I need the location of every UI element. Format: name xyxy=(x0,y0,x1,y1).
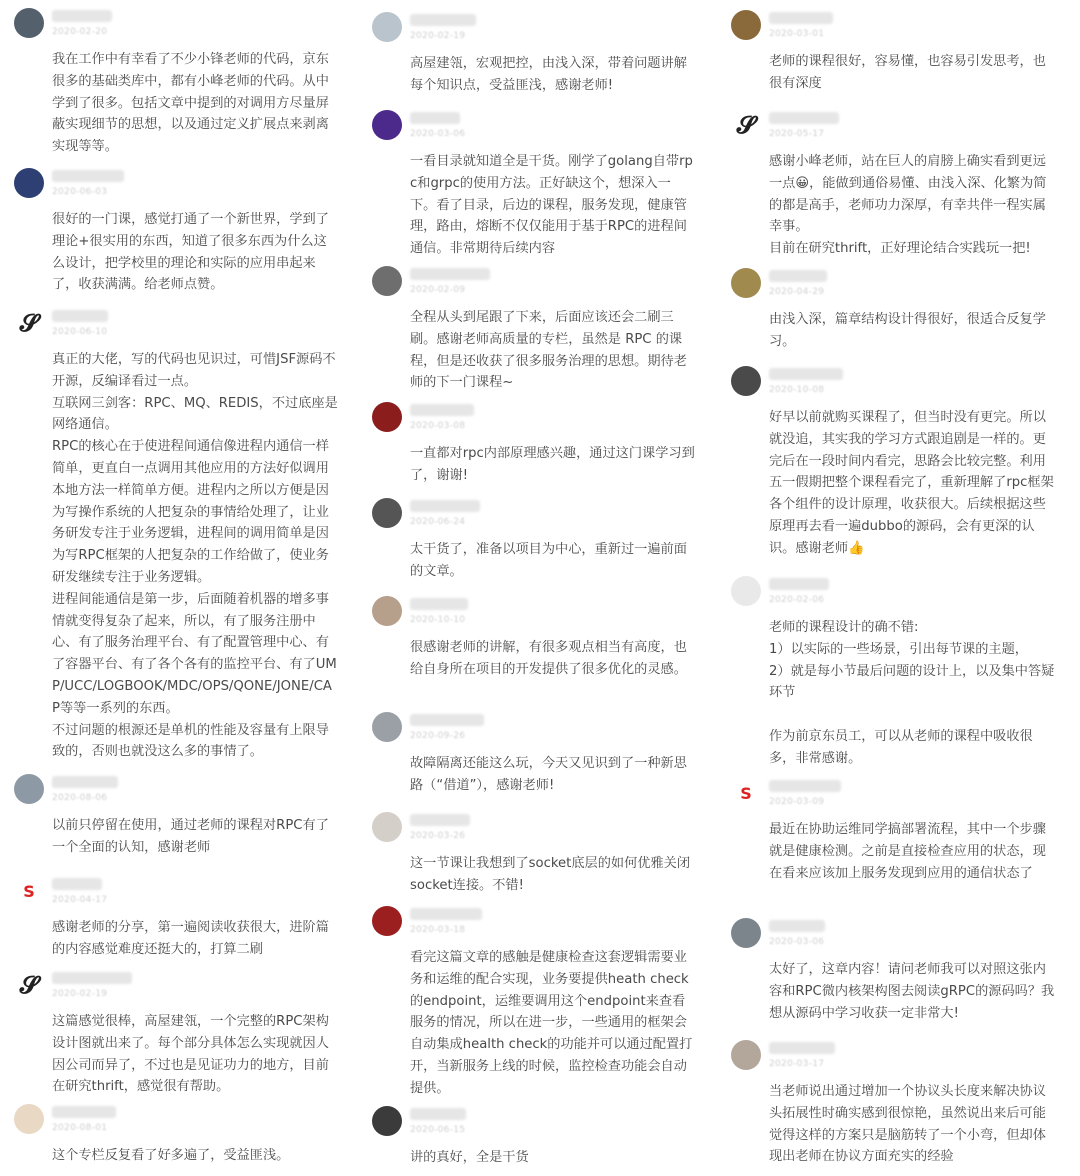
comment-text: 这篇感觉很棒，高屋建瓴，一个完整的RPC架构设计图就出来了。每个部分具体怎么实现就因人因公司而异了，不过也是见证功力的地方，目前在研究thrift，感觉很有帮助。 xyxy=(52,1014,329,1095)
comment-date: 2020-03-17 xyxy=(769,1059,825,1069)
avatar-glyph: 𝓢 xyxy=(736,110,756,139)
comment-card xyxy=(372,596,702,681)
blank-avatar[interactable] xyxy=(731,576,761,606)
comment-card xyxy=(372,12,702,97)
striped-avatar[interactable] xyxy=(731,366,761,396)
comment-date: 2020-02-19 xyxy=(52,989,108,999)
username-blurred[interactable] xyxy=(769,12,833,24)
username-blurred[interactable] xyxy=(769,270,827,282)
comment-card xyxy=(372,712,702,797)
sea-photo-avatar[interactable] xyxy=(731,918,761,948)
night-sky-avatar[interactable] xyxy=(14,168,44,198)
username-blurred[interactable] xyxy=(52,972,132,984)
calligraphy-avatar[interactable] xyxy=(731,110,761,140)
username-blurred[interactable] xyxy=(410,598,468,610)
comment-header xyxy=(731,10,1061,48)
username-blurred[interactable] xyxy=(410,500,480,512)
comment-date: 2020-04-29 xyxy=(769,287,825,297)
comment-card xyxy=(14,8,344,158)
comment-text: 真正的大佬，写的代码也见识过，可惜JSF源码不开源，反编译看过一点。 互联网三剑客：RPC、MQ、REDIS，不过底座是网络通信。 RPC的核心在于使进程间通信像进程内通信一样简单，更直白一点调用其他应用的方法好似调用本地方法一样简单方便。进程内之所以方便是因为写操作系统的人把复杂的事情给处理了，让业务研发专注于业务逻辑，进程间的调用简单是因为写RPC框架的人把复杂的工作给做了，使业务研发继续专注于业务逻辑。 进程间能通信是第一步，后面随着机器的增多事情就变得复杂了起来，所以，有了服务注册中心、有了服务治理平台、有了配置管理中心、有了容器平台、有了各个各有的监控平台、有了UMP/UCC/LOGBOOK/MDC/OPS/QONE/JONE/CAP等等一系列的东西。 不过问题的根源还是单机的性能及容量有上限导致的，否则也就没这么多的事情了。 xyxy=(52,352,338,760)
username-blurred[interactable] xyxy=(769,578,829,590)
photo-avatar[interactable] xyxy=(372,266,402,296)
username-blurred[interactable] xyxy=(410,814,470,826)
comment-header xyxy=(372,1106,702,1144)
comment-card xyxy=(372,906,702,1100)
landscape-avatar[interactable] xyxy=(372,12,402,42)
profile-photo-avatar[interactable] xyxy=(14,8,44,38)
comment-date: 2020-06-10 xyxy=(52,327,108,337)
username-blurred[interactable] xyxy=(410,908,482,920)
cat-avatar[interactable] xyxy=(14,1104,44,1134)
comment-header xyxy=(372,402,702,440)
username-blurred[interactable] xyxy=(52,310,108,322)
comment-text: 以前只停留在使用，通过老师的课程对RPC有了一个全面的认知，感谢老师 xyxy=(52,818,329,855)
calligraphy-avatar[interactable] xyxy=(14,970,44,1000)
comment-text: 好早以前就购买课程了，但当时没有更完。所以就没追，其实我的学习方式跟追剧是一样的。更完后在一段时间内看完，思路会比较完整。利用五一假期把整个课程看完了，重新理解了rpc框架各个组件的设计原理，收获很大。后续根据这些原理再去看一遍dubbo的源码，会有更深的认识。感谢老师👍 xyxy=(769,410,1054,556)
person-avatar[interactable] xyxy=(372,712,402,742)
comment-card xyxy=(14,308,344,763)
comment-text: 一直都对rpc内部原理感兴趣，通过这门课学习到了，谢谢! xyxy=(410,446,695,483)
comment-card xyxy=(372,812,702,897)
comment-header xyxy=(731,366,1061,404)
comment-card xyxy=(731,918,1061,1024)
username-blurred[interactable] xyxy=(769,920,825,932)
comment-date: 2020-06-24 xyxy=(410,517,466,527)
username-blurred[interactable] xyxy=(410,112,460,124)
comment-text: 感谢小峰老师，站在巨人的肩膀上确实看到更远一点😀，能做到通俗易懂、由浅入深、化繁为简的都是高手，老师功力深厚，有幸共伴一程实属幸事。 目前在研究thrift，正好理论结合实践玩一把! xyxy=(769,154,1047,257)
username-blurred[interactable] xyxy=(52,878,102,890)
username-blurred[interactable] xyxy=(52,170,124,182)
comment-text: 全程从头到尾跟了下来，后面应该还会二刷三刷。感谢老师高质量的专栏，虽然是 RPC 的课程，但是还收获了很多服务治理的思想。期待老师的下一门课程~ xyxy=(410,310,687,391)
comment-header xyxy=(372,12,702,50)
comment-header xyxy=(372,498,702,536)
sunset-avatar[interactable] xyxy=(731,10,761,40)
purple-glow-avatar[interactable] xyxy=(372,110,402,140)
comment-text: 看完这篇文章的感触是健康检查这套逻辑需要业务和运维的配合实现，业务要提供heath check的endpoint，运维要调用这个endpoint来查看服务的情况，所以在进一步，一些通用的框架会自动集成health check的功能并可以通过配置打开，当新服务上线的时候，监控检查功能会自动提供。 xyxy=(410,950,693,1096)
comment-header xyxy=(731,1040,1061,1078)
comment-date: 2020-06-15 xyxy=(410,1125,466,1135)
comment-date: 2020-03-26 xyxy=(410,831,466,841)
avatar-glyph: S xyxy=(740,783,752,803)
comment-card xyxy=(731,1040,1061,1168)
comment-date: 2020-08-01 xyxy=(52,1123,108,1133)
comment-card xyxy=(731,10,1061,95)
comment-text: 感谢老师的分享，第一遍阅读收获很大，进阶篇的内容感觉难度还挺大的，打算二刷 xyxy=(52,920,329,957)
comment-header xyxy=(731,110,1061,148)
comment-header xyxy=(14,774,344,812)
comment-card xyxy=(372,1106,702,1169)
comment-card xyxy=(14,168,344,296)
superman-logo-avatar[interactable] xyxy=(14,876,44,906)
comment-text: 当老师说出通过增加一个协议头长度来解决协议头拓展性时确实感到很惊艳，虽然说出来后可能觉得这样的方案只是脑筋转了一个小弯，但却体现出老师在协议方面充实的经验 xyxy=(769,1084,1046,1165)
comment-header xyxy=(14,1104,344,1142)
comment-card xyxy=(372,110,702,260)
comment-date: 2020-10-10 xyxy=(410,615,466,625)
comment-header xyxy=(731,268,1061,306)
comment-header xyxy=(372,812,702,850)
comment-card xyxy=(14,1104,344,1167)
comment-header xyxy=(372,712,702,750)
username-blurred[interactable] xyxy=(769,368,843,380)
comment-header xyxy=(14,876,344,914)
comment-date: 2020-02-06 xyxy=(769,595,825,605)
comment-date: 2020-03-18 xyxy=(410,925,466,935)
comment-header xyxy=(14,308,344,346)
comment-card xyxy=(14,774,344,859)
avatar-glyph: 𝓢 xyxy=(19,308,39,337)
qr-code-avatar[interactable] xyxy=(372,498,402,528)
calligraphy-avatar[interactable] xyxy=(14,308,44,338)
username-blurred[interactable] xyxy=(52,1106,116,1118)
comment-header xyxy=(731,576,1061,614)
username-blurred[interactable] xyxy=(410,714,484,726)
comment-header xyxy=(372,596,702,634)
comment-text: 太干货了，准备以项目为中心，重新过一遍前面的文章。 xyxy=(410,542,687,579)
portrait-avatar[interactable] xyxy=(14,774,44,804)
comment-header xyxy=(372,906,702,944)
comment-card xyxy=(731,366,1061,560)
comment-text: 讲的真好，全是干货 xyxy=(410,1150,529,1165)
username-blurred[interactable] xyxy=(410,268,490,280)
comment-date: 2020-02-20 xyxy=(52,27,108,37)
comment-header xyxy=(14,168,344,206)
comment-header xyxy=(14,970,344,1008)
username-blurred[interactable] xyxy=(410,14,476,26)
username-blurred[interactable] xyxy=(769,780,841,792)
comment-text: 高屋建瓴，宏观把控，由浅入深，带着问题讲解每个知识点，受益匪浅，感谢老师! xyxy=(410,56,687,93)
username-blurred[interactable] xyxy=(769,112,839,124)
comment-card xyxy=(731,268,1061,353)
comment-text: 由浅入深，篇章结构设计得很好，很适合反复学习。 xyxy=(769,312,1046,349)
comment-date: 2020-04-17 xyxy=(52,895,108,905)
field-photo-avatar[interactable] xyxy=(731,268,761,298)
comment-text: 这个专栏反复看了好多遍了，受益匪浅。 xyxy=(52,1148,290,1163)
portrait-avatar[interactable] xyxy=(731,1040,761,1070)
comment-card xyxy=(731,110,1061,260)
comment-header xyxy=(731,778,1061,816)
username-blurred[interactable] xyxy=(410,404,474,416)
comment-date: 2020-02-09 xyxy=(410,285,466,295)
comment-date: 2020-06-03 xyxy=(52,187,108,197)
red-ball-avatar[interactable] xyxy=(372,906,402,936)
comment-header xyxy=(14,8,344,46)
comment-card xyxy=(14,970,344,1098)
username-blurred[interactable] xyxy=(52,10,112,22)
comment-text: 这一节课让我想到了socket底层的如何优雅关闭socket连接。不错! xyxy=(410,856,691,893)
child-photo-avatar[interactable] xyxy=(372,596,402,626)
comment-date: 2020-03-08 xyxy=(410,421,466,431)
comment-text: 很好的一门课，感觉打通了一个新世界，学到了理论+很实用的东西，知道了很多东西为什么这么设计，把学校里的理论和实际的应用串起来了，收获满满。给老师点赞。 xyxy=(52,212,329,293)
comment-text: 老师的课程很好，容易懂，也容易引发思考，也很有深度 xyxy=(769,54,1046,91)
comment-header xyxy=(372,110,702,148)
username-blurred[interactable] xyxy=(410,1108,466,1120)
comment-date: 2020-09-26 xyxy=(410,731,466,741)
comment-date: 2020-03-06 xyxy=(769,937,825,947)
avatar-glyph: S xyxy=(23,881,35,901)
comment-card xyxy=(731,778,1061,884)
comment-text: 太好了，这章内容！请问老师我可以对照这张内容和RPC微内核架构图去阅读gRPC的源码吗？我想从源码中学习收获一定非常大! xyxy=(769,962,1055,1021)
comment-header xyxy=(731,918,1061,956)
superman-logo-avatar[interactable] xyxy=(731,778,761,808)
comment-text: 最近在协助运维同学搞部署流程，其中一个步骤就是健康检测。之前是直接检查应用的状态，现在看来应该加上服务发现到应用的通信状态了 xyxy=(769,822,1046,881)
comment-date: 2020-03-06 xyxy=(410,129,466,139)
red-ball-avatar[interactable] xyxy=(372,402,402,432)
comment-date: 2020-03-09 xyxy=(769,797,825,807)
comment-card xyxy=(372,402,702,487)
blurred-avatar[interactable] xyxy=(372,812,402,842)
comment-card xyxy=(372,498,702,583)
comment-header xyxy=(372,266,702,304)
comment-card xyxy=(14,876,344,961)
avatar-glyph: 𝓢 xyxy=(19,970,39,999)
comment-text: 很感谢老师的讲解，有很多观点相当有高度，也给自身所在项目的开发提供了很多优化的灵感。 xyxy=(410,640,687,677)
comment-date: 2020-05-17 xyxy=(769,129,825,139)
comment-text: 我在工作中有幸看了不少小锋老师的代码，京东很多的基础类库中，都有小峰老师的代码。从中学到了很多。包括文章中提到的对调用方尽量屏蔽实现细节的思想，以及通过定义扩展点来剥离实现等等。 xyxy=(52,52,329,155)
username-blurred[interactable] xyxy=(769,1042,835,1054)
comment-date: 2020-08-06 xyxy=(52,793,108,803)
dark-photo-avatar[interactable] xyxy=(372,1106,402,1136)
comment-text: 故障隔离还能这么玩，今天又见识到了一种新思路（“借道”），感谢老师! xyxy=(410,756,687,793)
comment-date: 2020-03-01 xyxy=(769,29,825,39)
comment-date: 2020-02-19 xyxy=(410,31,466,41)
comment-date: 2020-10-08 xyxy=(769,385,825,395)
comment-card xyxy=(372,266,702,394)
comment-card xyxy=(731,576,1061,770)
comment-text: 一看目录就知道全是干货。刚学了golang自带rpc和grpc的使用方法。正好缺这个，想深入一下。看了目录，后边的课程，服务发现，健康管理，路由，熔断不仅仅能用于基于RPC的进程间通信。非常期待后续内容 xyxy=(410,154,693,257)
comment-text: 老师的课程设计的确不错: 1）以实际的一些场景，引出每节课的主题， 2）就是每小节最后问题的设计上，以及集中答疑环节 作为前京东员工，可以从老师的课程中吸收很多，非常感谢。 xyxy=(769,620,1055,766)
username-blurred[interactable] xyxy=(52,776,118,788)
